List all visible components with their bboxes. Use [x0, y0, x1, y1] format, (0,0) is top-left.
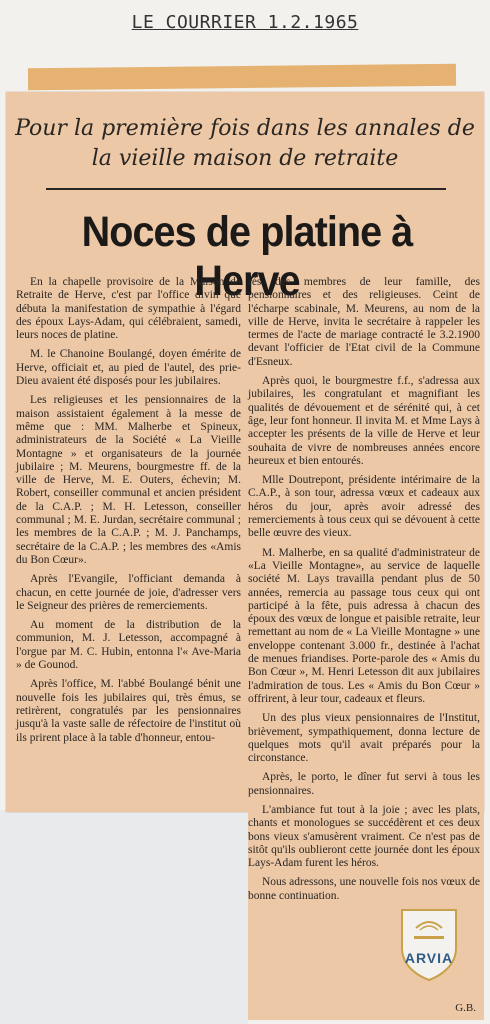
- paragraph: Au moment de la distribution de la communion, M. J. Letesson, accompagné à l'orgue par M. C. Hubin, entonna l'« Ave-Maria » de Gounod.: [16, 619, 241, 672]
- paragraph: Après, le porto, le dîner fut servi à tous les pensionnaires.: [248, 771, 480, 797]
- paragraph: Les religieuses et les pensionnaires de la maison assistaient également à la messe de même que : MM. Malherbe et Spineux, administrateurs de la Société « La Vieille Montagne » et organisateurs de la journée jubilaire ; M. Meurens, bourgmestre ff. de la ville de Herve, M. E. Outers, échevin; M. Robert, conseiller communal et ancien président de la C.A.P. ; M. H. Letesson, conseiller communal ; M. E. Jurdan, secrétaire communal ; les membres de la C.A.P. ; M. J. Panchamps, secrétaire de la C.A.P. ; les membres des «Amis du Bon Cœur».: [16, 394, 241, 566]
- arvia-logo-text: ARVIA: [404, 950, 454, 966]
- paragraph: En la chapelle provisoire de la Maison de Retraite de Herve, c'est par l'office divin que débuta la manifestation de sympathie à l'égard des époux Lays-Adam, qui célébraient, samedi, leurs noces de platine.: [16, 276, 241, 342]
- background-blank-area: [0, 810, 248, 1024]
- paragraph: Un des plus vieux pensionnaires de l'Institut, brièvement, sympathiquement, donna lecture de quelques mots qu'il avait préparés pour la circonstance.: [248, 712, 480, 765]
- paragraph: Après quoi, le bourgmestre f.f., s'adressa aux jubilaires, les congratulant et magnifiant les qualités de dévouement et de sérénité qui, à cet âge, leur font honneur. Il invita M. et Mme Lays à accepter les présents de la ville de Herve et leur souhaita de vivre de nombreuses années encore heureux et bien entourés.: [248, 375, 480, 467]
- article-headline: Noces de platine à Herve: [81, 208, 413, 305]
- adhesive-tape: [28, 64, 456, 90]
- paragraph: M. Malherbe, en sa qualité d'administrateur de «La Vieille Montagne», au service de laquelle société M. Lays travailla pendant plus de 50 années, remercia au passage tous ceux qui ont participé à la fête, puis adressa à chacun des époux des vœux de longue et paisible retraite, leur remettant au nom de « La Vieille Montagne » une enveloppe contenant 3.000 fr., destinée à l'achat de menues friandises. Porte-parole des « Amis du Bon Cœur », M. Henri Letesson dit aux jubilaires l'admiration de tous. Les « Amis du Bon Cœur » offrirent, à leur tour, cadeaux et fleurs.: [248, 546, 480, 705]
- paragraph: Après l'Evangile, l'officiant demanda à chacun, en cette journée de joie, d'adresser vers le Seigneur des prières de remerciements.: [16, 573, 241, 612]
- arvia-logo-icon: [398, 906, 460, 982]
- paragraph: rés des membres de leur famille, des pensionnaires et des religieuses. Ceint de l'écharpe scabinale, M. Meurens, au nom de la ville de Herve, invita le secrétaire à rappeler les termes de l'acte de mariage contracté le 3.2.1900 devant l'officier de l'Etat civil de la Commune d'Esneux.: [248, 276, 480, 368]
- article-column-left: [16, 276, 241, 751]
- paragraph: M. le Chanoine Boulangé, doyen émérite de Herve, officiait et, au pied de l'autel, des prie-Dieu avaient été disposés pour les jubilaires.: [16, 348, 241, 388]
- paragraph: Mlle Doutrepont, présidente intérimaire de la C.A.P., à son tour, adressa vœux et cadeaux aux héros du jour, après avoir adressé des remerciements à tous ceux qui se dévouent à cette belle œuvre des vieux.: [248, 474, 480, 540]
- handwritten-source-note: LE COURRIER 1.2.1965: [131, 12, 359, 33]
- kicker-rule: [46, 188, 446, 190]
- paragraph: Nous adressons, une nouvelle fois nos vœux de bonne continuation.: [248, 876, 480, 902]
- paragraph: Après l'office, M. l'abbé Boulangé bénit une nouvelle fois les jubilaires qui, très émus, se retirèrent, congratulés par les pensionnaires jusqu'à la vaste salle de réfectoire de l'institut où ils prirent place à la table d'honneur, entou-: [16, 678, 241, 744]
- author-signature: G.B.: [455, 1002, 476, 1014]
- paragraph: L'ambiance fut tout à la joie ; avec les plats, chants et monologues se succédèrent et ces deux bons vieux s'amusèrent vraiment. Ce n'est pas de sitôt qu'ils oublieront cette journée dont les époux Lays-Adam furent les héros.: [248, 803, 480, 870]
- article-kicker: Pour la première fois dans les annales de la vieille maison de retraite: [15, 116, 475, 171]
- article-column-right: [248, 276, 480, 909]
